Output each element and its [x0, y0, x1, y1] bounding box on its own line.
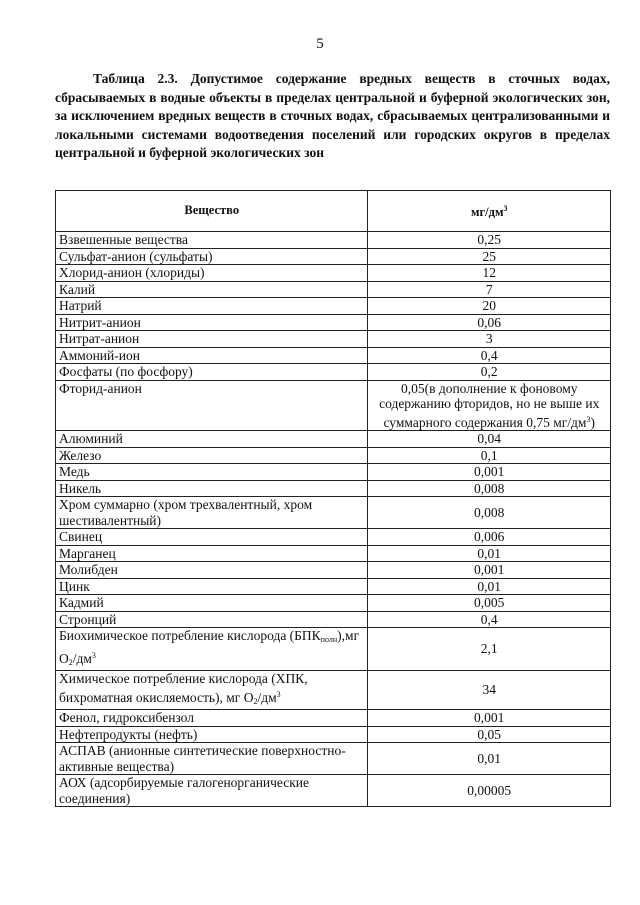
- cell-value: 25: [368, 248, 611, 265]
- table-row: [56, 775, 611, 807]
- cell-substance: Цинк: [56, 578, 368, 595]
- cell-substance: Хлорид-анион (хлориды): [56, 265, 368, 282]
- cell-substance: Нефтепродукты (нефть): [56, 726, 368, 743]
- cell-substance: Стронций: [56, 611, 368, 628]
- page-number: 5: [316, 36, 324, 52]
- cell-value: 0,25: [368, 232, 611, 249]
- cell-substance: Нитрат-анион: [56, 331, 368, 348]
- table-row: [56, 347, 611, 364]
- table-row: [56, 380, 611, 431]
- table-row: [56, 497, 611, 529]
- cell-substance: Медь: [56, 464, 368, 481]
- cell-value: 0,05: [368, 726, 611, 743]
- table-row: [56, 331, 611, 348]
- table-row: [56, 232, 611, 249]
- table-header-row: [56, 191, 611, 232]
- table-row: [56, 447, 611, 464]
- cell-value: 0,008: [368, 497, 611, 529]
- substances-table: [55, 190, 611, 807]
- cell-substance: АОХ (адсорбируемые галогенорганические соединения): [56, 775, 368, 807]
- table-row: [56, 578, 611, 595]
- cell-substance: Фторид-анион: [56, 380, 368, 431]
- cell-substance: Фенол, гидроксибензол: [56, 710, 368, 727]
- table-caption: Таблица 2.3. Допустимое содержание вредных веществ в сточных водах, сбрасываемых в водные объекты в пределах центральной и буферной экологических зон, за исключением вредных веществ в сточных водах, сбрасываемых централизованными и локальными системами водоотведения поселений или городских округов в пределах центральной и буферной экологических зон: [55, 71, 610, 161]
- table-row: [56, 464, 611, 481]
- cell-substance: Марганец: [56, 545, 368, 562]
- cell-value: 3: [368, 331, 611, 348]
- cell-value: 7: [368, 281, 611, 298]
- table-row: [56, 431, 611, 448]
- cell-substance: Натрий: [56, 298, 368, 315]
- table-row: [56, 726, 611, 743]
- cell-substance: Фосфаты (по фосфору): [56, 364, 368, 381]
- table-row: [56, 314, 611, 331]
- table-row: [56, 265, 611, 282]
- table-row: [56, 611, 611, 628]
- cell-value: 0,01: [368, 743, 611, 775]
- cell-substance: Химическое потребление кислорода (ХПК, бихроматная окисляемость), мг $O_2/дм^3$: [56, 671, 368, 710]
- table-row: [56, 281, 611, 298]
- cell-substance: Взвешенные вещества: [56, 232, 368, 249]
- cell-value: 0,00005: [368, 775, 611, 807]
- cell-substance: Биохимическое потребление кислорода $(БПК_{полн}),мг$ $O_2/дм^3$: [56, 628, 368, 671]
- table-row: [56, 298, 611, 315]
- cell-value: 0,001: [368, 464, 611, 481]
- table-row: [56, 595, 611, 612]
- cell-substance: Железо: [56, 447, 368, 464]
- cell-value: 34: [368, 671, 611, 710]
- table-row: [56, 480, 611, 497]
- cell-value: 0,001: [368, 562, 611, 579]
- cell-substance: Свинец: [56, 529, 368, 546]
- cell-value: 0,001: [368, 710, 611, 727]
- table-row: [56, 743, 611, 775]
- cell-value: 0,008: [368, 480, 611, 497]
- cell-value: 12: [368, 265, 611, 282]
- table-row: [56, 364, 611, 381]
- cell-substance: Хром суммарно (хром трехвалентный, хром шестивалентный): [56, 497, 368, 529]
- table-row: [56, 710, 611, 727]
- cell-substance: Аммоний-ион: [56, 347, 368, 364]
- header-substance: Вещество: [56, 191, 368, 232]
- cell-value: 0,2: [368, 364, 611, 381]
- cell-value: 0,1: [368, 447, 611, 464]
- cell-substance: Калий: [56, 281, 368, 298]
- cell-value: 0,04: [368, 431, 611, 448]
- cell-value: 0,4: [368, 347, 611, 364]
- cell-substance: АСПАВ (анионные синтетические поверхностно-активные вещества): [56, 743, 368, 775]
- cell-value: 0,005: [368, 595, 611, 612]
- cell-substance: Никель: [56, 480, 368, 497]
- table-row: [56, 248, 611, 265]
- table-row: [56, 628, 611, 671]
- header-unit: $мг/дм^3$: [368, 191, 611, 232]
- table-row: [56, 545, 611, 562]
- cell-substance: Молибден: [56, 562, 368, 579]
- table-row: [56, 529, 611, 546]
- cell-value: 0,06: [368, 314, 611, 331]
- cell-substance: Кадмий: [56, 595, 368, 612]
- table-row: [56, 671, 611, 710]
- cell-substance: Нитрит-анион: [56, 314, 368, 331]
- cell-value: 0,006: [368, 529, 611, 546]
- cell-value: 2,1: [368, 628, 611, 671]
- table-row: [56, 562, 611, 579]
- cell-substance: Сульфат-анион (сульфаты): [56, 248, 368, 265]
- cell-value: 0,01: [368, 578, 611, 595]
- cell-substance: Алюминий: [56, 431, 368, 448]
- cell-value: 20: [368, 298, 611, 315]
- cell-value: 0,01: [368, 545, 611, 562]
- cell-value: 0,4: [368, 611, 611, 628]
- cell-value: 0,05(в дополнение к фоновому содержанию фторидов, но не выше их суммарного содержания 0,75 $мг/дм^3$): [368, 380, 611, 431]
